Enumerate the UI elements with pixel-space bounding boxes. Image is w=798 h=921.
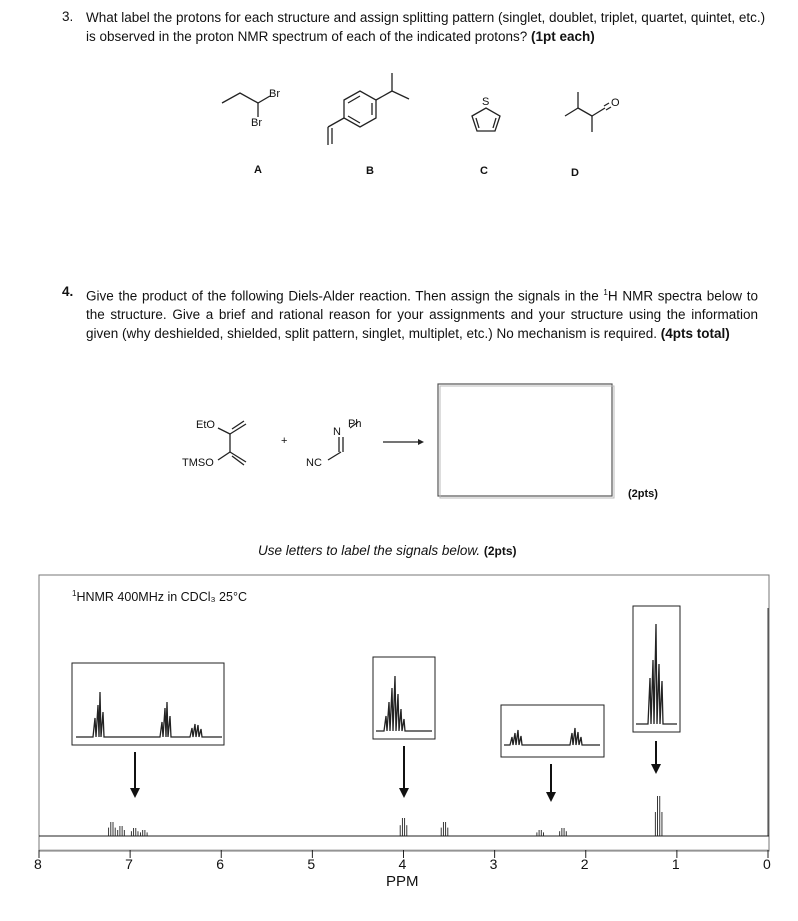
axis-tick-label: 5 bbox=[307, 856, 316, 872]
question-4-number: 4. bbox=[62, 284, 74, 299]
question-4-sup: 1 bbox=[603, 288, 608, 297]
question-4-points: (4pts total) bbox=[660, 325, 730, 341]
product-points: (2pts) bbox=[628, 488, 658, 500]
question-4-body-pre: Give the product of the following Diels-Alder reaction. Then assign the signals in the bbox=[86, 288, 604, 304]
question-3-points: (1pt each) bbox=[531, 28, 595, 44]
structure-c-sulfur: S bbox=[482, 96, 490, 108]
reactant-nc: NC bbox=[306, 457, 322, 469]
question-4-body-post: H NMR spectra below to the structure. Give a brief and rational reason for your assignments and your structure using the information given (why deshielded, shielded, split pattern, singlet, multiplet, etc.) No mechanism is required. bbox=[86, 288, 758, 341]
reactant-n: N bbox=[333, 426, 341, 438]
axis-tick-label: 8 bbox=[34, 856, 42, 872]
instruction-text: Use letters to label the signals below. bbox=[258, 543, 481, 558]
structure-label-b: B bbox=[366, 165, 374, 177]
question-3-body: What label the protons for each structure and assign splitting pattern (singlet, doublet, triplet, quartet, quintet, etc.) is observed in the proton NMR spectrum of each of the indicated protons? bbox=[86, 10, 766, 44]
axis-tick-label: 7 bbox=[125, 856, 133, 872]
axis-tick-label: 4 bbox=[398, 856, 407, 872]
axis-tick-label: 2 bbox=[580, 856, 589, 872]
instruction-points: (2pts) bbox=[483, 544, 517, 558]
plus-sign: + bbox=[281, 435, 288, 447]
structure-label-c: C bbox=[480, 165, 488, 177]
reactant-tmso: TMSO bbox=[182, 457, 214, 469]
structure-label-a: A bbox=[254, 164, 262, 176]
axis-tick-label: 6 bbox=[216, 856, 225, 872]
axis-tick-label: 3 bbox=[489, 856, 498, 872]
spectrum-title-text: HNMR 400MHz in CDCl₃ 25°C bbox=[76, 590, 247, 605]
structure-d-oxygen: O bbox=[611, 97, 620, 109]
structure-a-br-top: Br bbox=[269, 88, 280, 100]
reactant-eto: EtO bbox=[196, 419, 215, 431]
axis-tick-label: 1 bbox=[671, 856, 680, 872]
reactant-ph: Ph bbox=[348, 418, 362, 430]
spectrum-title bbox=[72, 589, 247, 604]
axis-label-ppm: PPM bbox=[386, 873, 419, 890]
structure-label-d: D bbox=[571, 167, 579, 179]
structure-a-br-bottom: Br bbox=[251, 117, 262, 129]
axis-tick-label: 0 bbox=[763, 856, 771, 872]
spectrum-title-sup: 1 bbox=[72, 589, 77, 598]
question-3-number: 3. bbox=[62, 9, 74, 24]
